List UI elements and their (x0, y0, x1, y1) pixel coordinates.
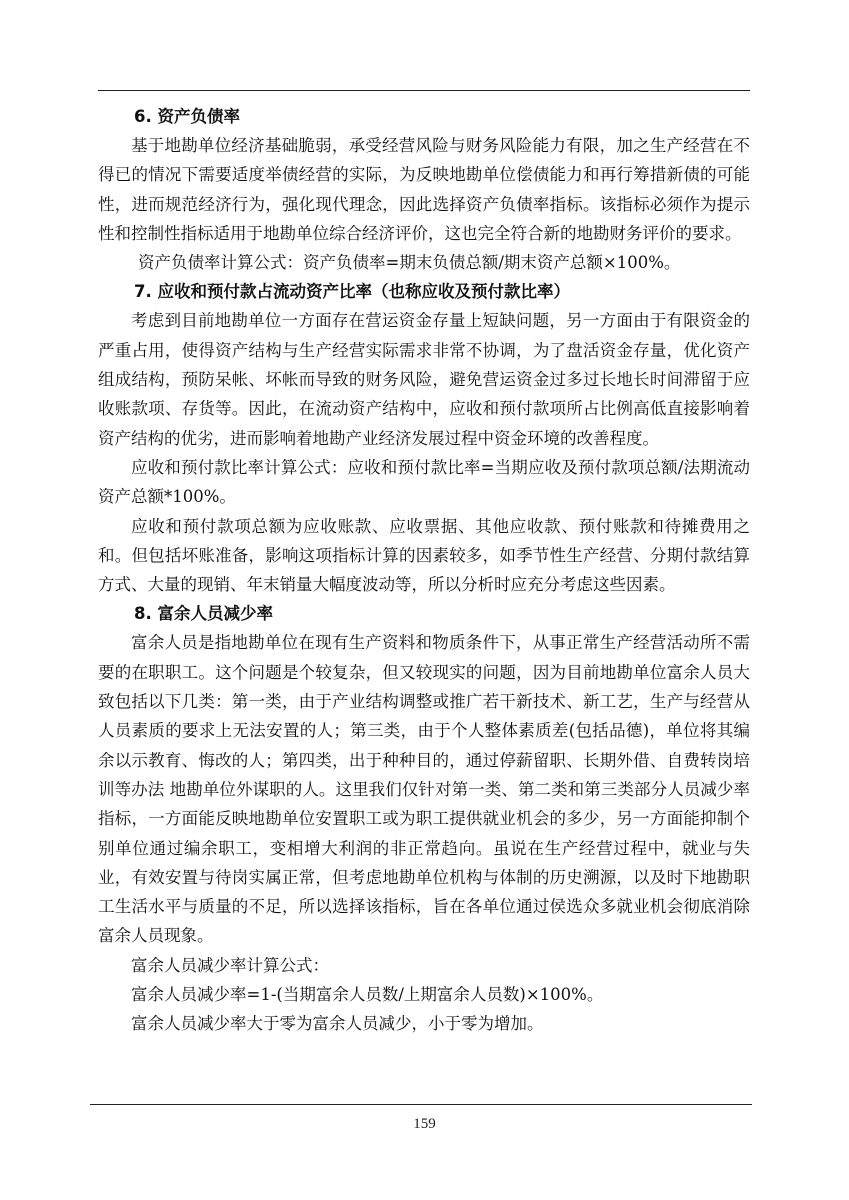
header-rule (98, 90, 750, 91)
footer-rule (90, 1104, 752, 1105)
page-number: 159 (413, 1116, 436, 1132)
section-heading-surplus-staff-ratio: 8. 富余人员减少率 (134, 604, 273, 624)
paragraph: 富余人员是指地勘单位在现有生产资料和物质条件下，从事正常生产经营活动所不需要的在职职工。这个问题是个较复杂，但又较现实的问题，因为目前地勘单位富余人员大致包括以下几类：第一类，由于产业结构调整或推广若干新技术、新工艺，生产与经营从人员素质的要求上无法安置的人；第三类，由于个人整体素质差(包括品德)，单位将其编余以示教育、悔改的人；第四类，出于种种目的，通过停薪留职、长期外借、自费转岗培训等办法 地勘单位外谋职的人。这里我们仅针对第一类、第二类和第三类部分人员减少率指标，一方面能反映地勘单位安置职工或为职工提供就业机会的多少，另一方面能抑制个别单位通过编余职工，变相增大利润的非正常趋向。虽说在生产经营过程中，就业与失业，有效安置与待岗实属正常，但考虑地勘单位机构与体制的历史溯源，以及时下地勘职工生活水平与质量的不足，所以选择该指标，旨在各单位通过侯选众多就业机会彻底消除富余人员现象。 (98, 633, 750, 946)
section-heading-receivables-ratio: 7. 应收和预付款占流动资产比率（也称应收及预付款比率） (134, 282, 570, 302)
paragraph: 富余人员减少率大于零为富余人员减少，小于零为增加。 (131, 1014, 544, 1034)
paragraph: 考虑到目前地勘单位一方面存在营运资金存量上短缺问题，另一方面由于有限资金的严重占用，使得资产结构与生产经营实际需求非常不协调，为了盘活资金存量，优化资产组成结构，预防呆帐、坏帐而导致的财务风险，避免营运资金过多过长地长时间滞留于应收账款项、存货等。因此，在流动资产结构中，应收和预付款项所占比例高低直接影响着资产结构的优劣，进而影响着地勘产业经济发展过程中资金环境的改善程度。 (98, 311, 750, 448)
page-body (98, 102, 750, 1039)
formula-paragraph: 资产负债率计算公式：资产负债率=期末负债总额/期末资产总额×100%。 (138, 253, 681, 273)
formula-paragraph: 应收和预付款比率计算公式：应收和预付款比率=当期应收及预付款项总额/法期流动资产总额*100%。 (98, 457, 750, 507)
section-heading-debt-ratio: 6. 资产负债率 (134, 107, 240, 126)
paragraph: 基于地勘单位经济基础脆弱，承受经营风险与财务风险能力有限，加之生产经营在不得已的情况下需要适度举债经营的实际，为反映地勘单位偿债能力和再行筹措新债的可能性，进而规范经济行为，强化现代理念，因此选择资产负债率指标。该指标必须作为提示性和控制性指标适用于地勘单位综合经济评价，这也完全符合新的地勘财务评价的要求。 (98, 136, 750, 243)
paragraph: 应收和预付款项总额为应收账款、应收票据、其他应收款、预付账款和待摊费用之和。但包括坏账准备，影响这项指标计算的因素较多，如季节性生产经营、分期付款结算方式、大量的现销、年末销量大幅度波动等，所以分析时应充分考虑这些因素。 (98, 516, 750, 595)
formula-paragraph: 富余人员减少率=1-(当期富余人员数/上期富余人员数)×100%。 (131, 985, 604, 1005)
formula-label: 富余人员减少率计算公式： (131, 955, 329, 975)
